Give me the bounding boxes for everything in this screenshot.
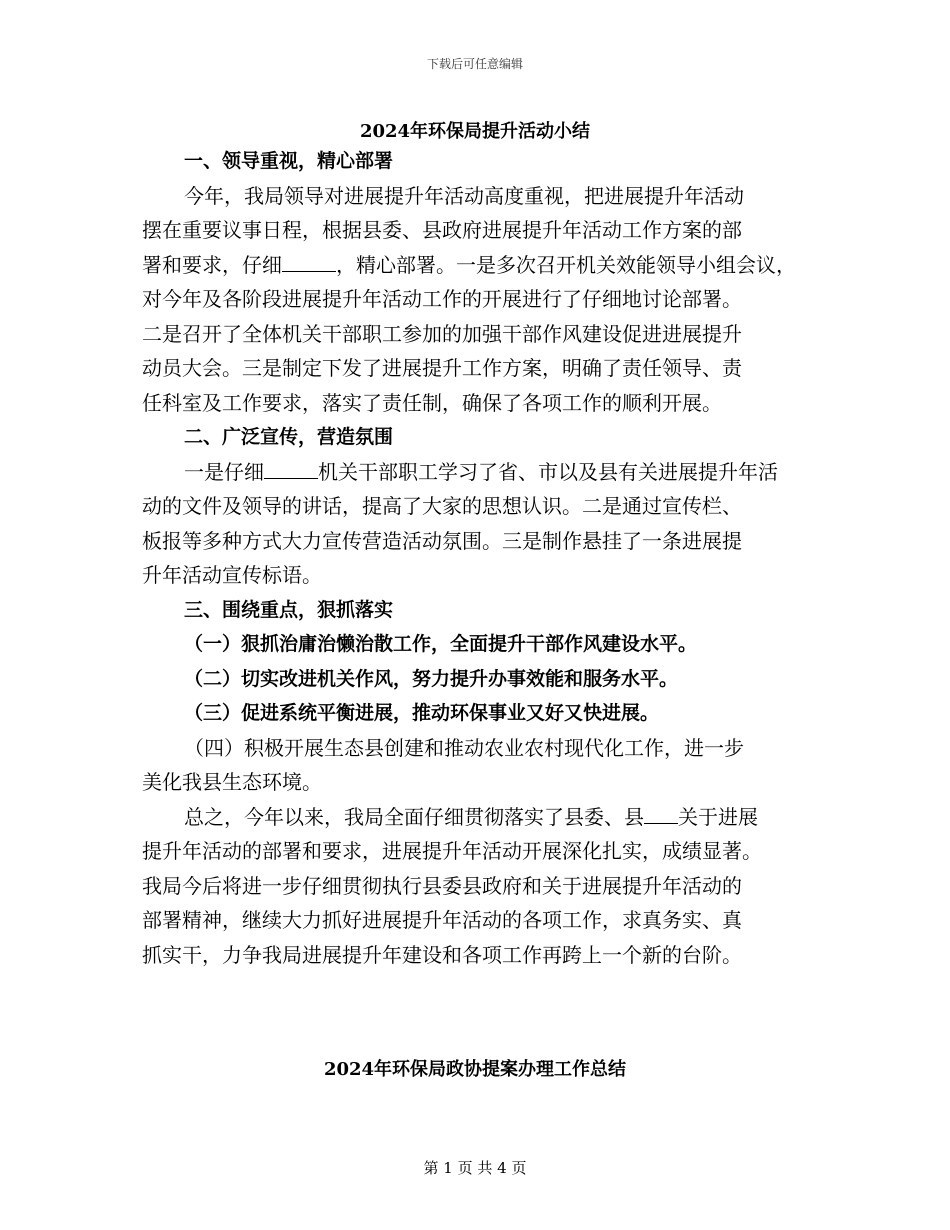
- paragraph-line: 抓实干，力争我局进展提升年建设和各项工作再跨上一个新的台阶。: [142, 942, 742, 967]
- text-segment: 关于进展: [678, 804, 758, 829]
- fill-blank: [282, 249, 336, 272]
- page-footer: 第 1 页 共 4 页: [423, 1159, 527, 1177]
- paragraph-line: 美化我县生态环境。: [142, 770, 322, 794]
- fill-blank: [644, 801, 678, 824]
- paragraph-line: 动的文件及领导的讲话，提高了大家的思想认识。二是通过宣传栏、: [142, 494, 742, 518]
- paragraph-line: 提升年活动的部署和要求，进展提升年活动开展深化扎实，成绩显著。: [142, 839, 762, 863]
- subheading-1: （一）狠抓治庸治懒治散工作，全面提升干部作风建设水平。: [184, 633, 698, 655]
- paragraph-line: 对今年及各阶段进展提升年活动工作的开展进行了仔细地讨论部署。: [142, 287, 742, 311]
- document-title: 2024年环保局提升活动小结: [359, 121, 591, 142]
- paragraph-line: [142, 248, 817, 283]
- next-document-title: 2024年环保局政协提案办理工作总结: [323, 1059, 627, 1080]
- section-heading-1: 一、领导重视，精心部署: [184, 150, 394, 172]
- paragraph-line: 任科室及工作要求，落实了责任制，确保了各项工作的顺利开展。: [142, 390, 722, 415]
- header-note: 下载后可任意编辑: [426, 57, 523, 71]
- paragraph-line: 二是召开了全体机关干部职工参加的加强干部作风建设促进进展提升: [142, 321, 742, 346]
- paragraph-line: 升年活动宣传标语。: [142, 563, 322, 587]
- paragraph-line: 动员大会。三是制定下发了进展提升工作方案，明确了责任领导、责: [142, 356, 742, 380]
- subheading-2: （二）切实改进机关作风，努力提升办事效能和服务水平。: [184, 667, 679, 690]
- text-segment: 总之，今年以来，我局全面仔细贯彻落实了县委、县: [184, 804, 644, 829]
- document-body: [142, 144, 817, 972]
- paragraph-line: 部署精神，继续大力抓好进展提升年活动的各项工作，求真务实、真: [142, 908, 742, 932]
- subheading-3: （三）促进系统平衡进展，推动环保事业又好又快进展。: [184, 702, 660, 724]
- section-heading-3: 三、围绕重点，狠抓落实: [184, 598, 394, 621]
- text-segment: 署和要求，仔细: [142, 252, 282, 277]
- fill-blank: [264, 456, 318, 479]
- paragraph-line: [142, 455, 817, 490]
- section-heading-2: 二、广泛宣传，营造氛围: [184, 426, 394, 448]
- text-segment: 机关干部职工学习了省、市以及县有关进展提升年活: [318, 459, 778, 484]
- paragraph-line: （四）积极开展生态县创建和推动农业农村现代化工作，进一步: [184, 735, 744, 760]
- paragraph-line: [142, 800, 817, 835]
- paragraph-line: 板报等多种方式大力宣传营造活动氛围。三是制作悬挂了一条进展提: [142, 528, 742, 553]
- text-segment: 一是仔细: [184, 459, 264, 484]
- paragraph-line: 我局今后将进一步仔细贯彻执行县委县政府和关于进展提升年活动的: [142, 873, 742, 898]
- paragraph-line: 今年，我局领导对进展提升年活动高度重视，把进展提升年活动: [184, 183, 744, 208]
- paragraph-line: 摆在重要议事日程，根据县委、县政府进展提升年活动工作方案的部: [142, 218, 742, 242]
- text-segment: ，精心部署。一是多次召开机关效能领导小组会议，: [336, 252, 796, 277]
